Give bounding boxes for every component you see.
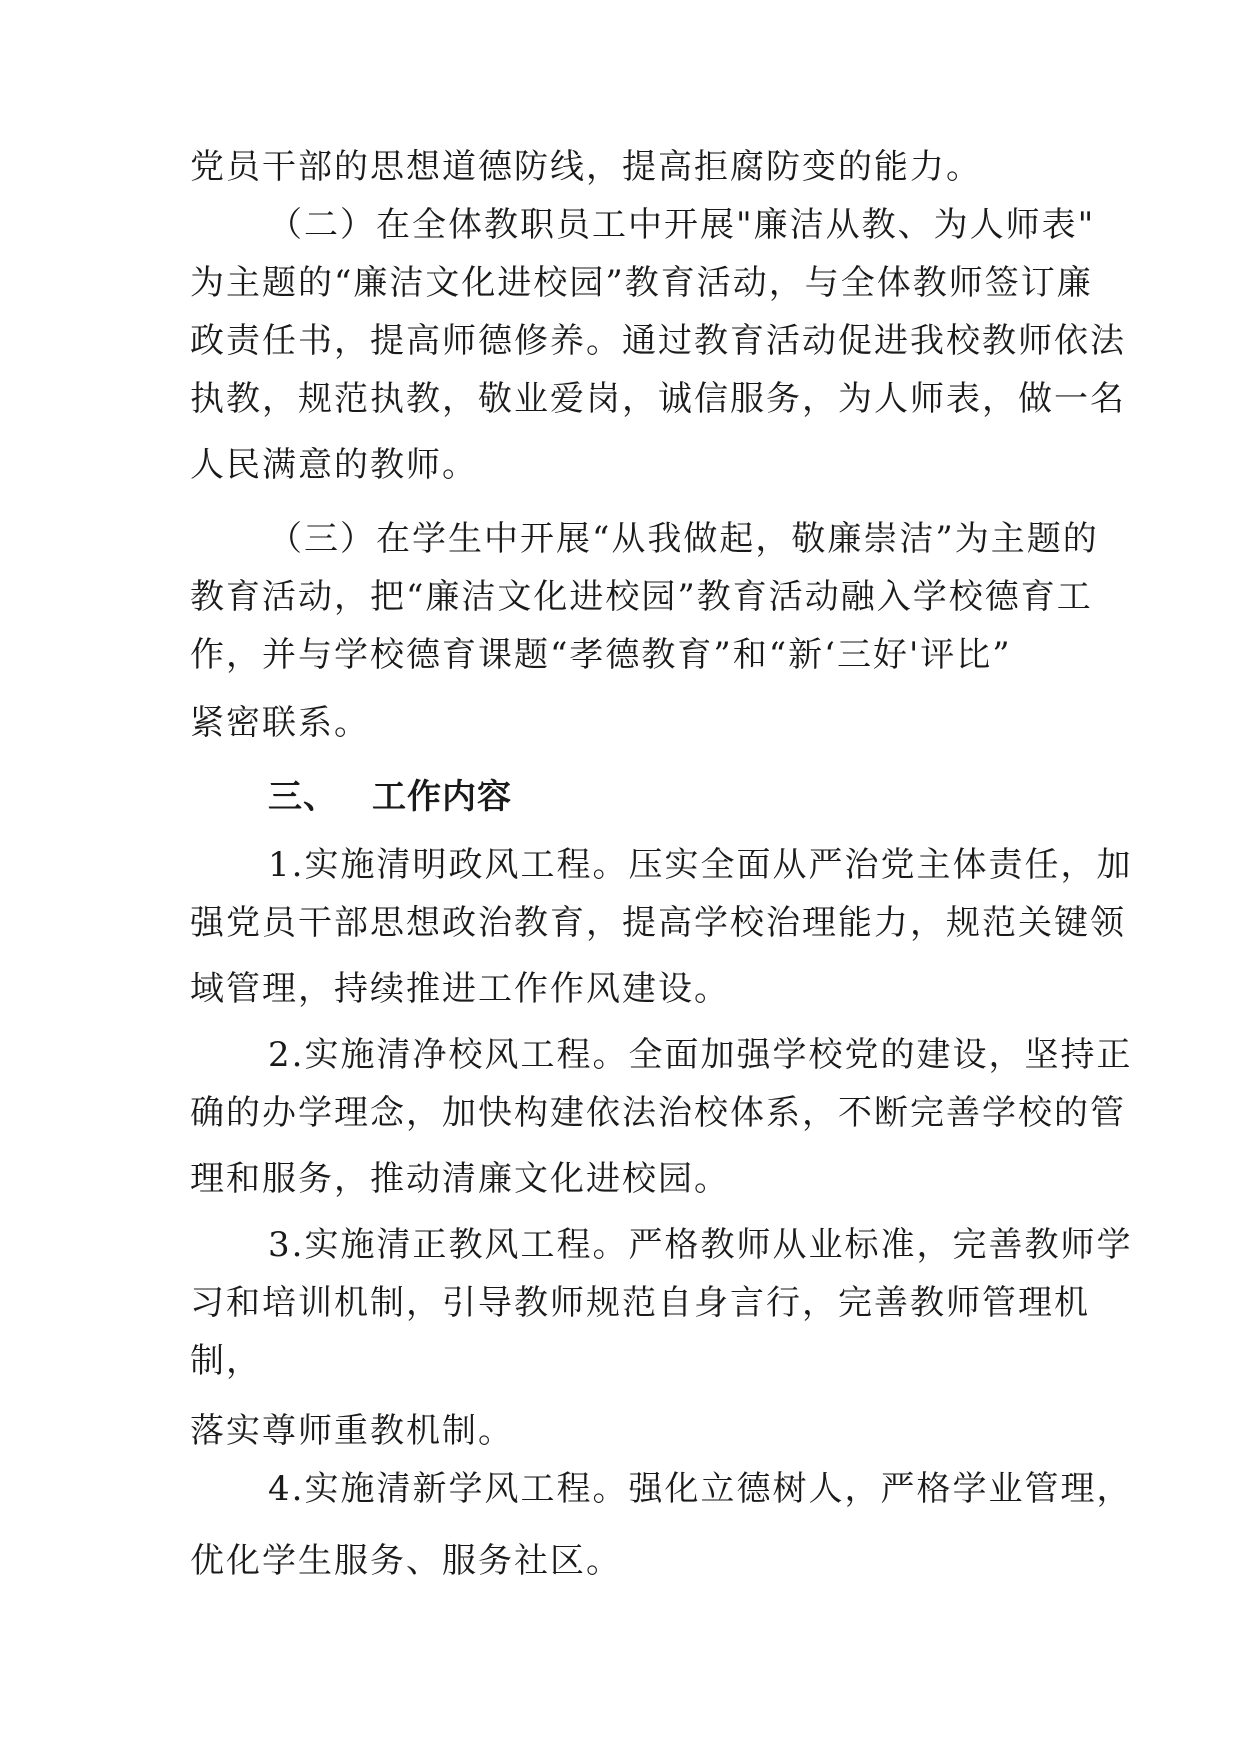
paragraph-line: 作，并与学校德育课题“孝德教育”和“新‘三好'评比” [190, 635, 1012, 675]
paragraph-line: （二）在全体教职员工中开展"廉洁从教、为人师表" [268, 205, 1096, 245]
paragraph-line: 执教，规范执教，敬业爱岗，诚信服务，为人师表，做一名 [190, 379, 1126, 419]
section-heading [268, 777, 512, 817]
paragraph-line: 理和服务，推动清廉文化进校园。 [190, 1159, 730, 1199]
paragraph-line: 强党员干部思想政治教育，提高学校治理能力，规范关键领 [190, 903, 1126, 943]
paragraph-line: 确的办学理念，加快构建依法治校体系，不断完善学校的管 [190, 1093, 1126, 1133]
paragraph-line: 2.实施清净校风工程。全面加强学校党的建设，坚持正 [268, 1035, 1133, 1075]
paragraph-line: 优化学生服务、服务社区。 [190, 1541, 622, 1581]
paragraph-line: 1.实施清明政风工程。压实全面从严治党主体责任，加 [268, 845, 1133, 885]
paragraph-line: 政责任书，提高师德修养。通过教育活动促进我校教师依法 [190, 321, 1126, 361]
paragraph-line: 教育活动，把“廉洁文化进校园”教育活动融入学校德育工 [190, 577, 1093, 617]
paragraph-line: 4.实施清新学风工程。强化立德树人，严格学业管理， [268, 1469, 1133, 1509]
paragraph-line: 3.实施清正教风工程。严格教师从业标准，完善教师学 [268, 1225, 1133, 1265]
paragraph-line: 紧密联系。 [190, 703, 370, 743]
paragraph-line: 人民满意的教师。 [190, 445, 478, 485]
paragraph-line: 域管理，持续推进工作作风建设。 [190, 969, 730, 1009]
paragraph-line: 落实尊师重教机制。 [190, 1411, 514, 1451]
section-number: 三、 [268, 777, 338, 817]
paragraph-line: （三）在学生中开展“从我做起，敬廉崇洁”为主题的 [268, 519, 1099, 559]
paragraph-line: 党员干部的思想道德防线，提高拒腐防变的能力。 [190, 147, 982, 187]
section-title: 工作内容 [372, 777, 512, 817]
paragraph-line: 为主题的“廉洁文化进校园”教育活动，与全体教师签订廉 [190, 263, 1093, 303]
paragraph-line: 制， [190, 1341, 262, 1381]
paragraph-line: 习和培训机制，引导教师规范自身言行，完善教师管理机 [190, 1283, 1090, 1323]
